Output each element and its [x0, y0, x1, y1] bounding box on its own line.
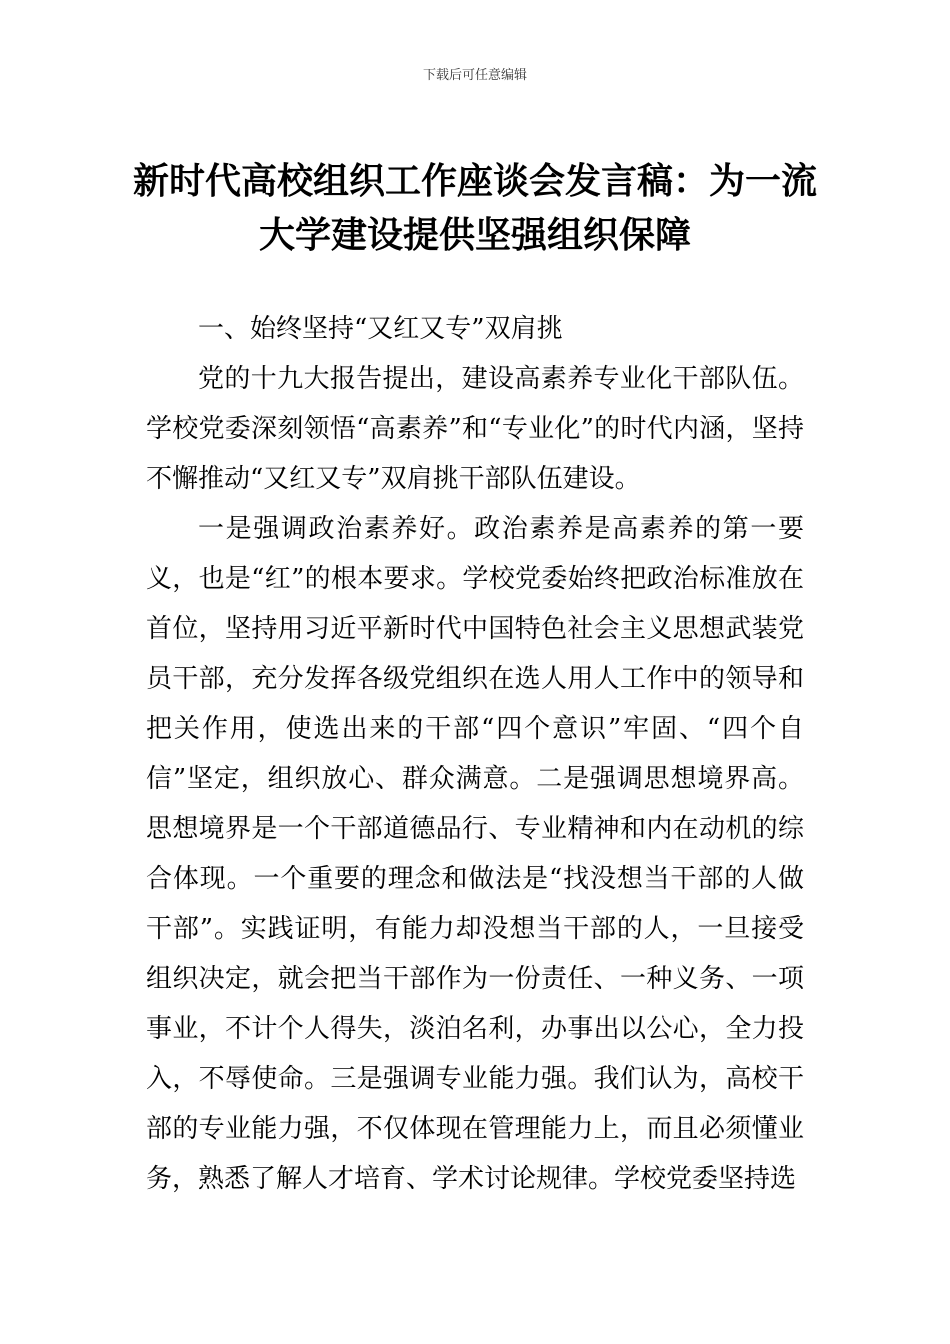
- page-title: 新时代高校组织工作座谈会发言稿：为一流大学建设提供坚强组织保障: [132, 160, 817, 256]
- paragraph: 党的十九大报告提出，建设高素养专业化干部队伍。学校党委深刻领悟“高素养”和“专业化”的时代内涵，坚持不懈推动“又红又专”双肩挑干部队伍建设。: [146, 364, 804, 494]
- section-heading: 一、始终坚持“又红又专”双肩挑: [198, 314, 563, 344]
- paragraph: 一是强调政治素养好。政治素养是高素养的第一要义，也是“红”的根本要求。学校党委始终把政治标准放在首位，坚持用习近平新时代中国特色社会主义思想武装党员干部，充分发挥各级党组织在选人用人工作中的领导和把关作用，使选出来的干部“四个意识”牢固、“四个自信”坚定，组织放心、群众满意。二是强调思想境界高。思想境界是一个干部道德品行、专业精神和内在动机的综合体现。一个重要的理念和做法是“找没想当干部的人做干部”。实践证明，有能力却没想当干部的人，一旦接受组织决定，就会把当干部作为一份责任、一种义务、一项事业，不计个人得失，淡泊名利，办事出以公心，全力投入，不辱使命。三是强调专业能力强。我们认为，高校干部的专业能力强，不仅体现在管理能力上，而且必须懂业务，熟悉了解人才培育、学术讨论规律。学校党委坚持选: [146, 514, 804, 1194]
- header-note: 下载后可任意编辑: [422, 68, 527, 83]
- document-body: [146, 304, 804, 1204]
